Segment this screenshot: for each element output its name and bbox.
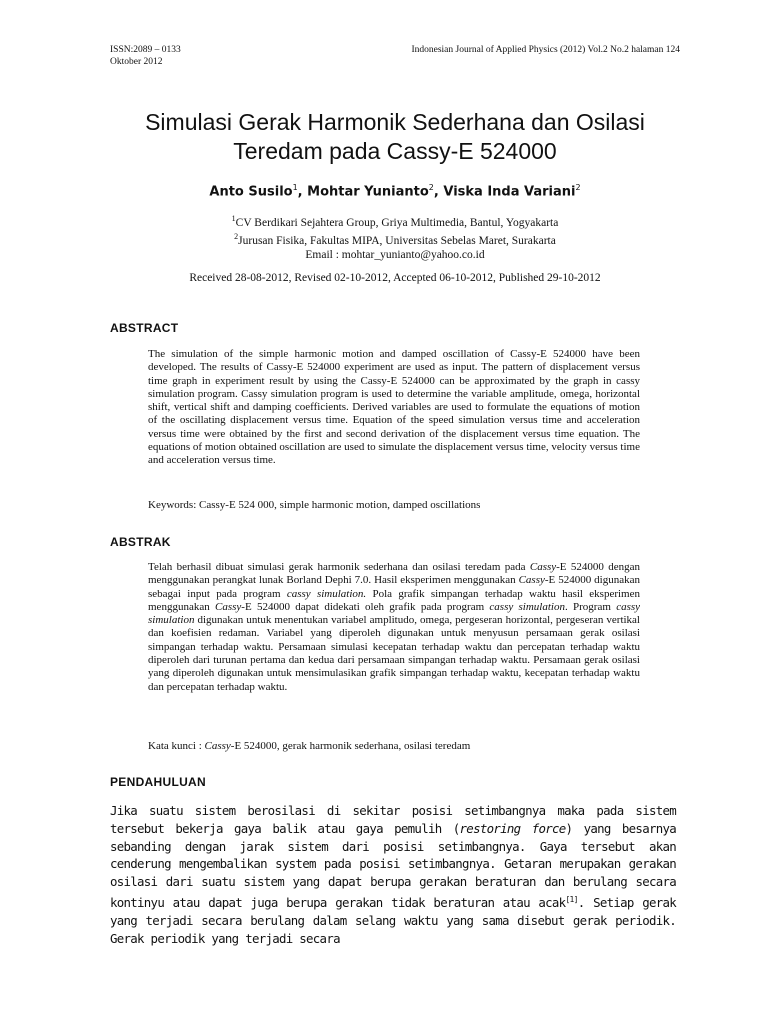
author-name: Anto Susilo xyxy=(209,184,293,200)
affil-marker: 1 xyxy=(231,214,236,223)
italic-term: restoring force xyxy=(459,820,566,836)
text-run: Telah berhasil dibuat simulasi gerak harmonik sederhana dan osilasi teredam pada xyxy=(148,561,530,573)
email: Email : mohtar_yunianto@yahoo.co.id xyxy=(305,248,485,261)
author-separator: , xyxy=(297,184,308,200)
author-name: Mohtar Yunianto xyxy=(307,184,429,200)
italic-term: Cassy xyxy=(518,574,545,587)
author-list xyxy=(100,183,690,199)
journal-citation: Indonesian Journal of Applied Physics (2012) Vol.2 No.2 halaman 124 xyxy=(411,45,680,55)
italic-term: Cassy xyxy=(215,600,242,613)
text-run: . Program xyxy=(564,600,617,613)
italic-term: Cassy xyxy=(204,740,231,752)
publication-history: Received 28-08-2012, Revised 02-10-2012, Accepted 06-10-2012, Published 29-10-2012 xyxy=(189,272,601,284)
affiliation-1 xyxy=(100,212,690,230)
text-run: Pola grafik simpangan terhadap waktu hasil eksperimen menggunakan xyxy=(148,587,640,613)
italic-term: cassy simulation xyxy=(489,600,565,613)
paper-title xyxy=(100,108,690,166)
text-run: -E 524000 dengan menggunakan perangkat lunak Borland Dephi 7.0. Hasil eksperimen menggunakan xyxy=(148,561,640,587)
italic-term: cassy simulation. xyxy=(286,587,367,600)
affiliation-text: Jurusan Fisika, Fakultas MIPA, Universitas Sebelas Maret, Surakarta xyxy=(238,234,556,247)
text-run: -E 524000, gerak harmonik sederhana, osilasi teredam xyxy=(230,740,471,752)
issue-date: Oktober 2012 xyxy=(110,57,163,67)
citation-ref: [1] xyxy=(565,894,578,904)
italic-term: cassy simulation xyxy=(148,600,641,627)
abstrak-text xyxy=(148,561,640,694)
text-run: Kata kunci : xyxy=(148,740,205,752)
author-separator: , xyxy=(433,184,444,200)
issn: ISSN:2089 – 0133 xyxy=(110,45,181,55)
abstrak-heading: ABSTRAK xyxy=(110,535,171,549)
affil-marker: 2 xyxy=(234,231,239,241)
text-run: ) yang besarnya sebanding dengan jarak sistem dari posisi setimbangnya. Gaya tersebut akan cenderung mengembalikan system pada posisi setimbangnya. Getaran merupakan gerakan osilasi dari suatu sistem yang dapat berupa gerakan beraturan dan berulang secara kontinyu atau dapat juga berupa gerakan tidak beraturan atau acak xyxy=(110,820,676,911)
author-affil-marker: 2 xyxy=(575,183,581,192)
affiliation-2 xyxy=(100,230,690,248)
abstract-keywords: Keywords: Cassy-E 524 000, simple harmonic motion, damped oscillations xyxy=(148,499,481,511)
author-name: Viska Inda Variani xyxy=(443,184,576,200)
author-affil-marker: 1 xyxy=(292,183,298,192)
text-run: . Setiap gerak yang terjadi secara berulang dalam selang waktu yang sama disebut gerak periodik. Gerak periodik yang terjadi secara xyxy=(110,895,676,946)
affiliations xyxy=(100,212,690,262)
abstract-text: The simulation of the simple harmonic motion and damped oscillation of Cassy-E 524000 have been developed. The results of Cassy-E 524000 experiment are used as input. The pattern of displacement versus time graph in experiment result by using the Cassy-E 524000 can be approximated by the graph in cassy simulation program. Cassy simulation program is used to determine the variable amplitude, omega, horizontal shift, vertical shift and damping coefficients. Derived variables are used to formulate the equations of motion of the oscillating displacement versus time. Equation of the speed simulation versus time and acceleration versus time were obtained by the first and second derivation of the displacement versus time equation. The equations of motion obtained oscillation are used to simulate the displacement versus time, velocity versus time and acceleration versus time. xyxy=(148,348,640,467)
affiliation-text: CV Berdikari Sejahtera Group, Griya Multimedia, Bantul, Yogyakarta xyxy=(235,216,559,229)
text-run: Jika suatu sistem berosilasi di sekitar posisi setimbangnya maka pada sistem tersebut bekerja gaya balik atau gaya pemulih ( xyxy=(110,803,676,836)
header-left xyxy=(110,44,181,68)
title-line-2: Teredam pada Cassy-E 524000 xyxy=(233,138,557,164)
text-run: -E 524000 dapat didekati oleh grafik pada program xyxy=(241,600,490,613)
pendahuluan-heading: PENDAHULUAN xyxy=(110,775,206,789)
italic-term: Cassy xyxy=(529,561,557,573)
abstract-heading: ABSTRACT xyxy=(110,321,179,335)
title-line-1: Simulasi Gerak Harmonik Sederhana dan Osilasi xyxy=(145,109,645,135)
text-run: digunakan untuk menentukan variabel amplitudo, omega, pergeseran horizontal, pergeseran vertikal dan koefisien redaman. Variabel yang diperoleh digunakan untuk menyusun persamaan gerak osilasi simpangan terhadap waktu. Persamaan simulasi kecepatan terhadap waktu dan percepatan terhadap waktu diperoleh dari turunan pertama dan kedua dari persamaan simpangan terhadap waktu. Persamaan gerak osilasi yang diperoleh digunakan untuk mensimulasikan grafik simpangan terhadap waktu, kecepatan terhadap waktu dan percepatan terhadap waktu. xyxy=(148,614,640,693)
pendahuluan-paragraph xyxy=(110,802,676,948)
author-affil-marker: 2 xyxy=(428,183,434,192)
abstrak-keywords xyxy=(148,740,640,752)
text-run: -E 524000 digunakan sebagai input pada program xyxy=(148,574,640,600)
